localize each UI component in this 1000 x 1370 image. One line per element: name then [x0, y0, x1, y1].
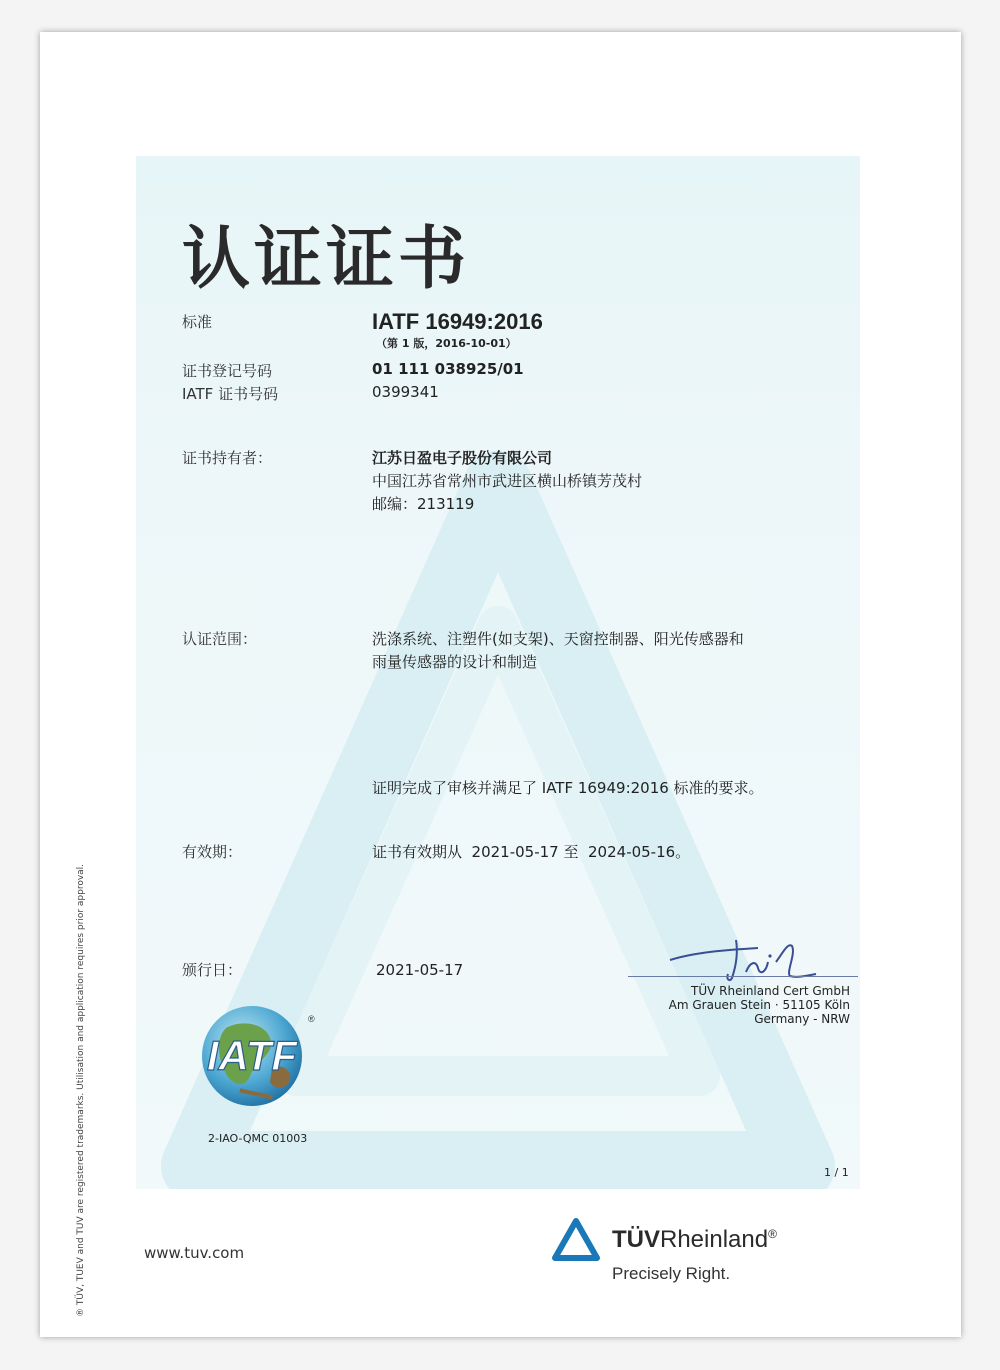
validity-label: 有效期：	[182, 843, 243, 861]
validity-value: 证书有效期从 2021-05-17 至 2024-05-16。	[372, 843, 691, 861]
holder-label: 证书持有者：	[182, 449, 273, 467]
certificate-title: 认证证书	[182, 220, 471, 299]
brand-name	[612, 1226, 777, 1254]
website-link[interactable]: www.tuv.com	[144, 1244, 245, 1262]
holder-address: 中国江苏省常州市武进区横山桥镇芳茂村	[372, 472, 643, 490]
iatf-logo-code: 2-IAO-QMC 01003	[208, 1132, 308, 1145]
page-number: 1 / 1	[824, 1166, 849, 1179]
iatf-number-value: 0399341	[372, 383, 439, 401]
issuer-address: Am Grauen Stein · 51105 Köln	[668, 998, 850, 1012]
issuer-name: TÜV Rheinland Cert GmbH	[691, 984, 850, 998]
standard-label: 标准	[182, 313, 213, 331]
standard-edition: （第 1 版，2016-10-01）	[376, 337, 517, 350]
signature	[666, 932, 836, 992]
svg-text:®: ®	[308, 1014, 315, 1024]
tuv-triangle-logo	[552, 1218, 600, 1262]
scope-label: 认证范围：	[182, 630, 258, 648]
registration-value: 01 111 038925/01	[372, 360, 524, 378]
brand-tagline: Precisely Right.	[612, 1264, 731, 1283]
brand-tuv: TÜV	[612, 1226, 660, 1253]
standard-value: IATF 16949:2016	[372, 309, 543, 334]
iatf-globe-logo	[180, 998, 320, 1122]
scope-line-1: 洗涤系统、注塑件(如支架)、天窗控制器、阳光传感器和	[372, 630, 744, 648]
issue-date-value: 2021-05-17	[376, 961, 464, 979]
brand-rheinland: Rheinland	[660, 1226, 769, 1253]
iatf-logo-text: IATF	[206, 1032, 298, 1079]
signature-line	[628, 976, 858, 977]
brand-registered: ®	[768, 1227, 777, 1241]
certificate-sheet	[40, 32, 961, 1337]
holder-name: 江苏日盈电子股份有限公司	[372, 449, 553, 467]
issue-date-label: 颁行日：	[182, 961, 243, 979]
issuer-country: Germany - NRW	[754, 1012, 850, 1026]
holder-postcode: 邮编：213119	[372, 495, 475, 513]
iatf-number-label: IATF 证书号码	[182, 385, 279, 403]
compliance-statement: 证明完成了审核并满足了 IATF 16949:2016 标准的要求。	[372, 779, 764, 797]
registration-label: 证书登记号码	[182, 362, 273, 380]
trademark-note: ® TÜV, TUEV and TUV are registered trademarks. Utilisation and application requires prior approval.	[76, 863, 86, 1317]
scope-line-2: 雨量传感器的设计和制造	[372, 653, 538, 671]
